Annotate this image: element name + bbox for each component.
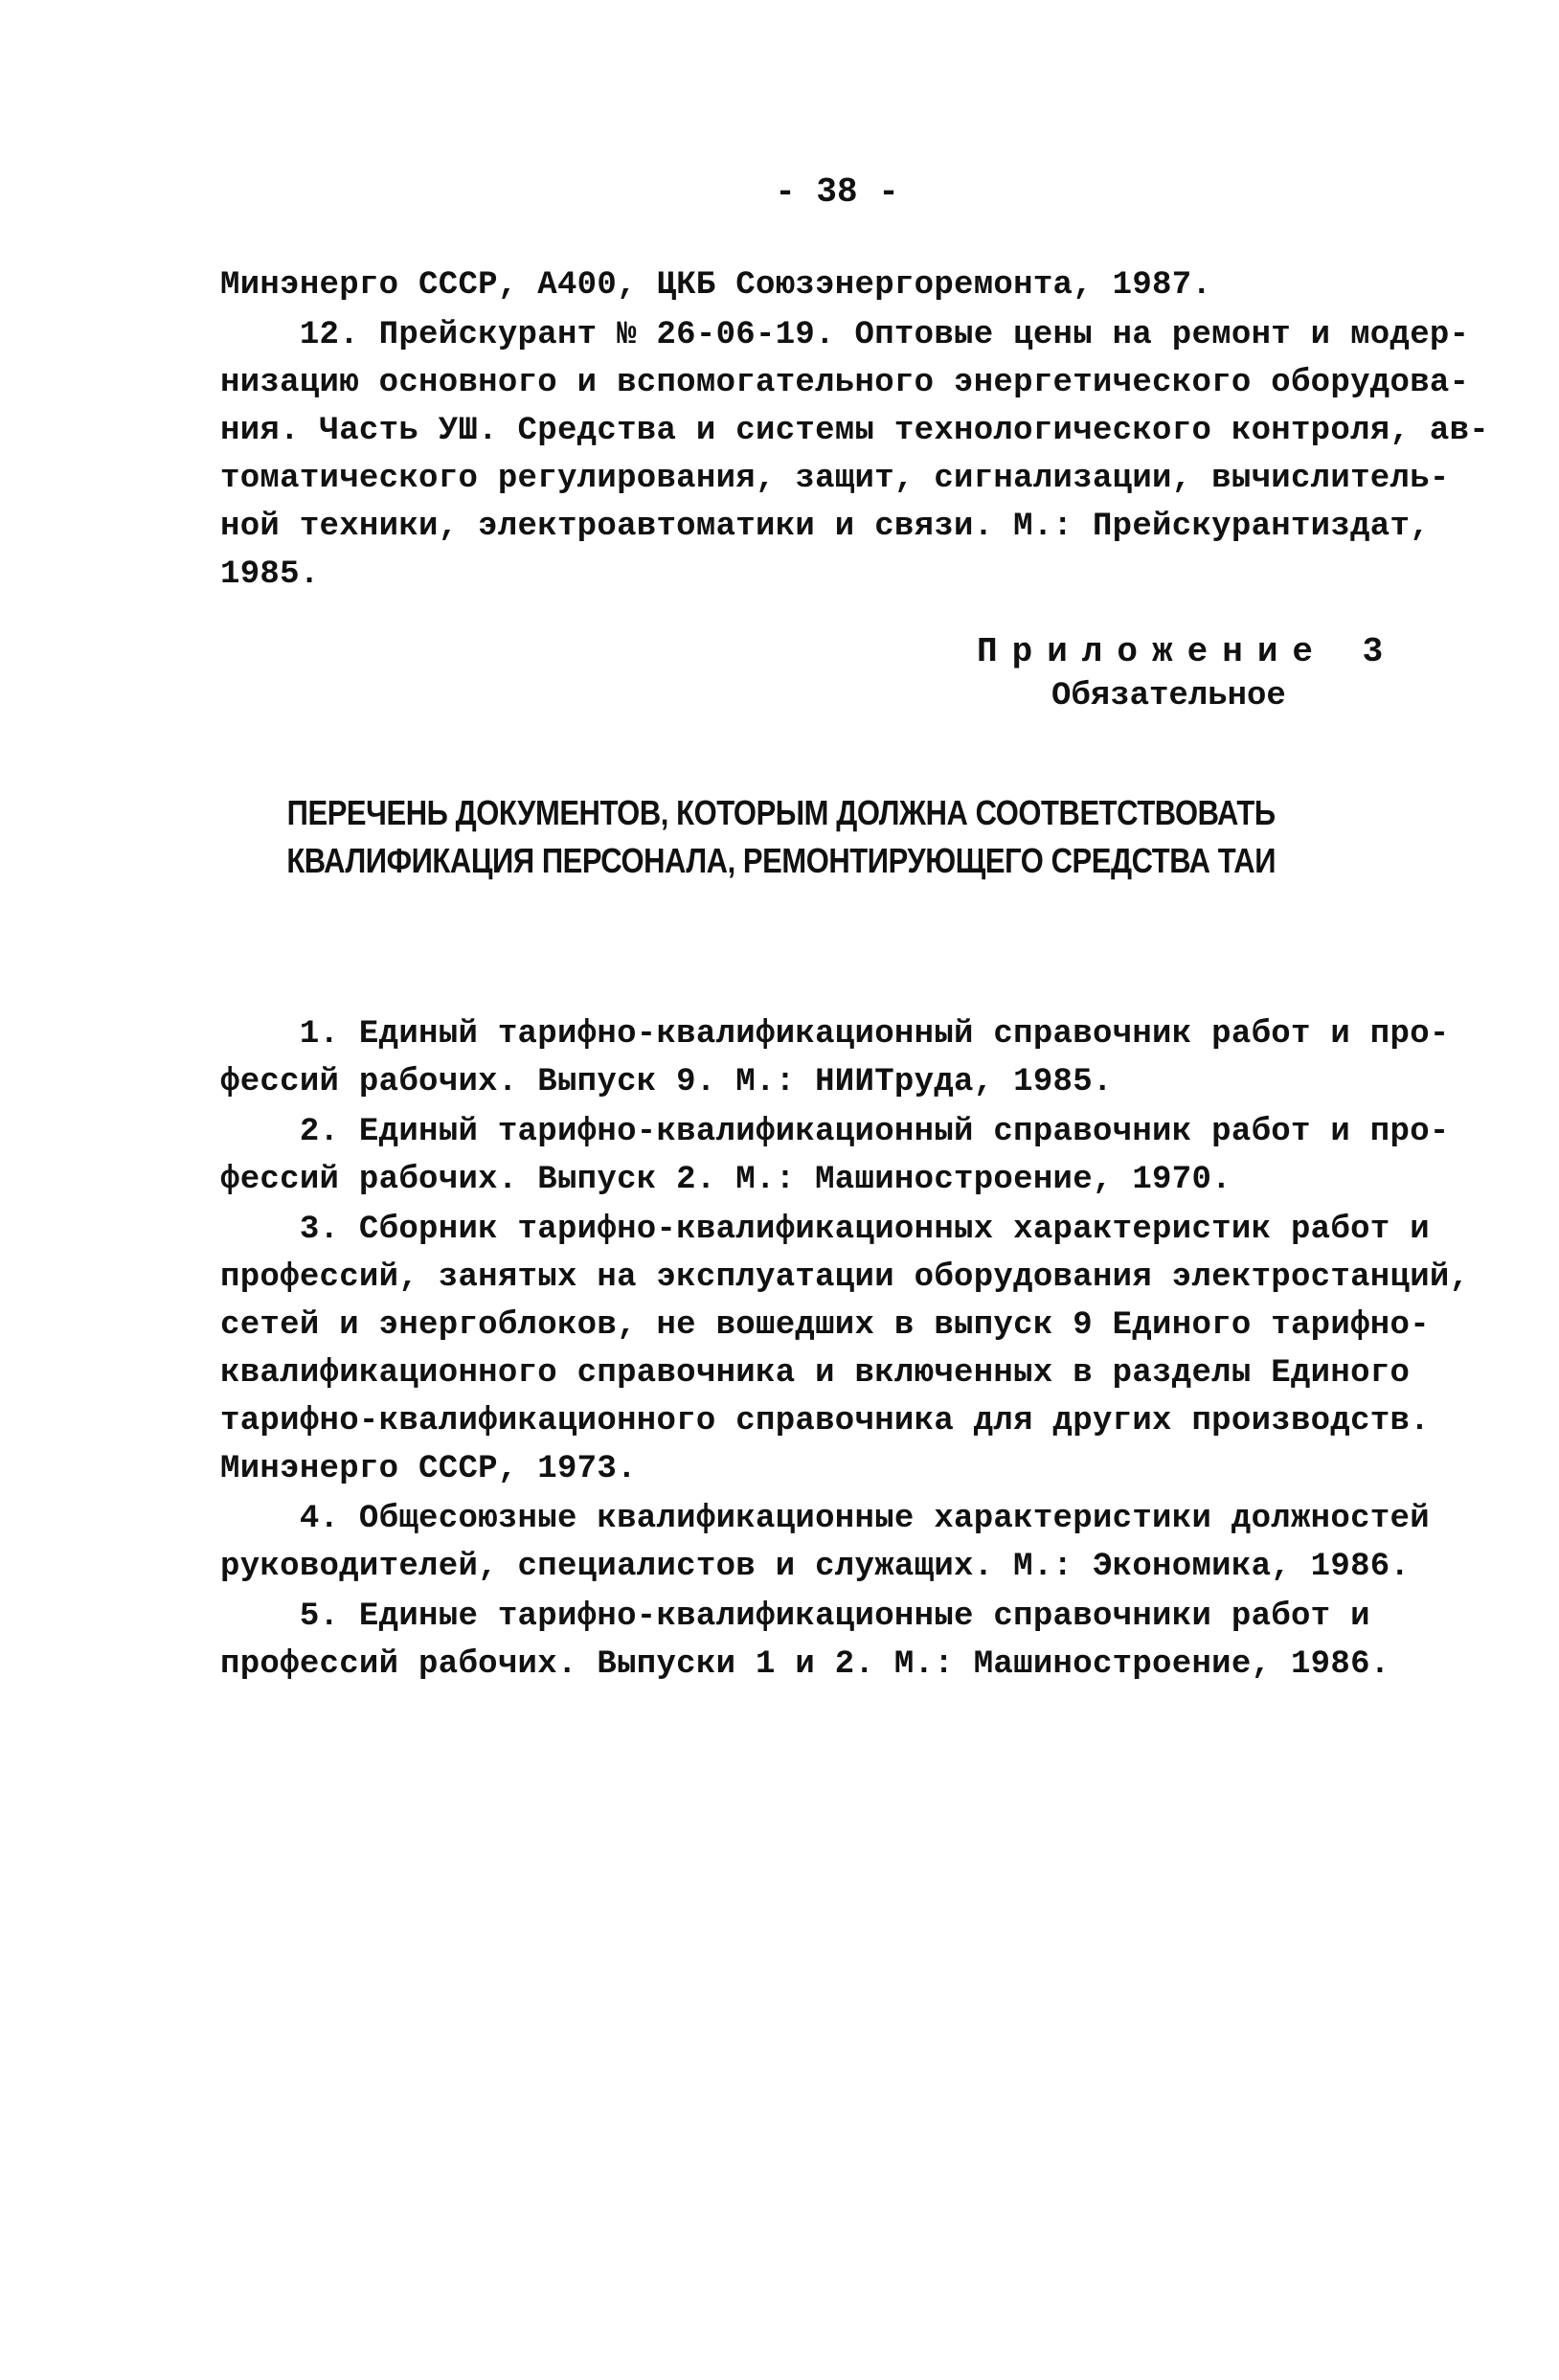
page-number: - 38 -: [775, 172, 899, 212]
list-item: сетей и энергоблоков, не вошедших в выпуск 9 Единого тарифно-: [220, 1307, 1430, 1344]
list-item: 4. Общесоюзные квалификационные характеристики должностей: [220, 1501, 1430, 1537]
list-item: 5. Единые тарифно-квалификационные справочники работ и: [220, 1598, 1370, 1635]
list-item: профессий рабочих. Выпуски 1 и 2. М.: Машиностроение, 1986.: [220, 1646, 1390, 1683]
list-item: квалификационного справочника и включенных в разделы Единого: [220, 1355, 1411, 1392]
text-line: ния. Часть УШ. Средства и системы технологического контроля, ав-: [220, 413, 1490, 449]
list-item: 2. Единый тарифно-квалификационный справочник работ и про-: [220, 1114, 1450, 1150]
text-line: Минэнерго СССР, А400, ЦКБ Союзэнергоремонта, 1987.: [220, 267, 1212, 304]
text-line: 12. Прейскурант № 26-06-19. Оптовые цены на ремонт и модер-: [220, 317, 1470, 353]
list-item: 3. Сборник тарифно-квалификационных характеристик работ и: [220, 1212, 1430, 1248]
list-item: фессий рабочих. Выпуск 2. М.: Машиностроение, 1970.: [220, 1162, 1231, 1198]
list-item: профессий, занятых на эксплуатации оборудования электростанций,: [220, 1259, 1470, 1296]
list-item: руководителей, специалистов и служащих. М.: Экономика, 1986.: [220, 1549, 1411, 1585]
appendix-status: Обязательное: [1051, 678, 1286, 714]
appendix-label: Приложение 3: [977, 632, 1398, 671]
list-item: Минэнерго СССР, 1973.: [220, 1451, 637, 1487]
text-line: 1985.: [220, 556, 320, 593]
list-item: 1. Единый тарифно-квалификационный справочник работ и про-: [220, 1016, 1450, 1053]
text-line: ной техники, электроавтоматики и связи. М.: Прейскурантиздат,: [220, 509, 1430, 545]
text-line: томатического регулирования, защит, сигнализации, вычислитель-: [220, 461, 1450, 497]
list-item: тарифно-квалификационного справочника для других производств.: [220, 1403, 1430, 1439]
title-line: ПЕРЕЧЕНЬ ДОКУМЕНТОВ, КОТОРЫМ ДОЛЖНА СООТВЕТСТВОВАТЬ: [286, 793, 1276, 832]
title-line: КВАЛИФИКАЦИЯ ПЕРСОНАЛА, РЕМОНТИРУЮЩЕГО СРЕДСТВА ТАИ: [286, 841, 1277, 880]
list-item: фессий рабочих. Выпуск 9. М.: НИИТруда, 1985.: [220, 1064, 1113, 1100]
text-line: низацию основного и вспомогательного энергетического оборудова-: [220, 365, 1470, 401]
